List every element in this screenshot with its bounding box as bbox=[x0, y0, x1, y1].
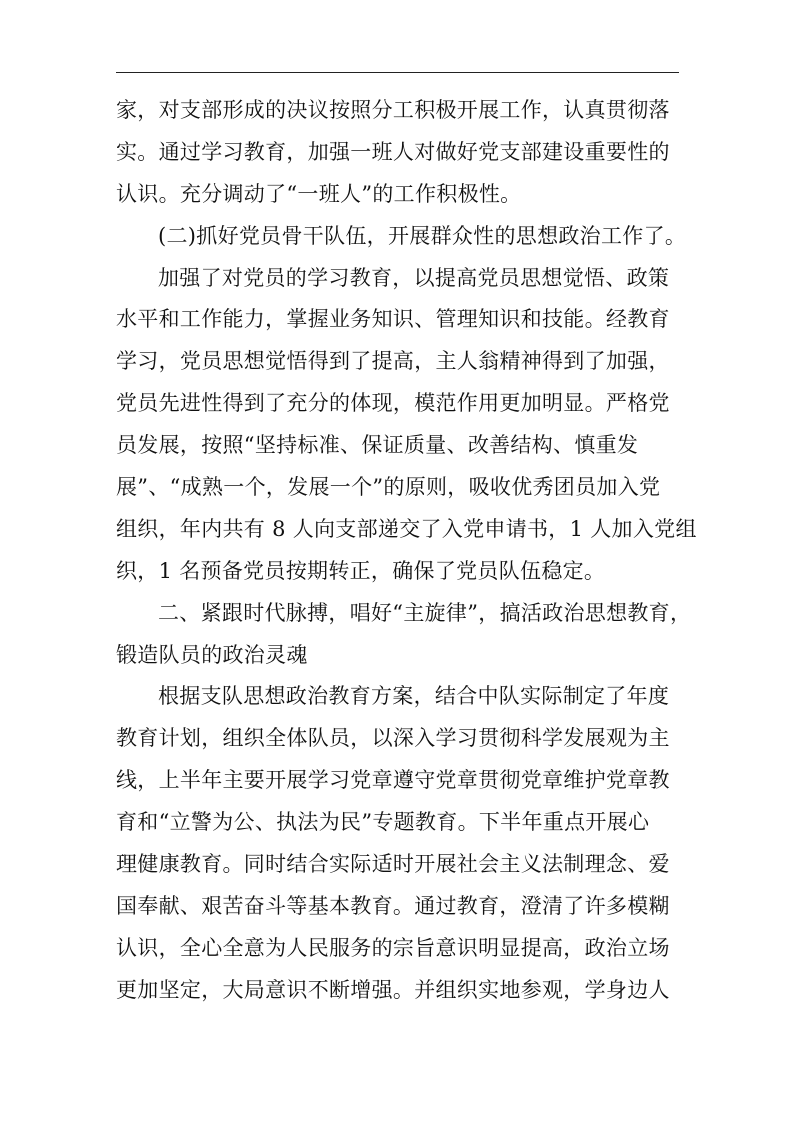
text-line-11: 组织，年内共有 8 人向支部递交了入党申请书，1 人加入党组 bbox=[116, 516, 697, 541]
text-line-17: 线，上半年主要开展学习党章遵守党章贯彻党章维护党章教 bbox=[116, 768, 670, 793]
text-line-21: 认识，全心全意为人民服务的宗旨意识明显提高，政治立场 bbox=[116, 935, 670, 960]
text-line-6: 水平和工作能力，掌握业务知识、管理知识和技能。经教育 bbox=[116, 307, 670, 332]
text-line-7: 学习，党员思想觉悟得到了提高，主人翁精神得到了加强， bbox=[116, 349, 670, 374]
text-line-9: 员发展，按照“坚持标准、保证质量、改善结构、慎重发 bbox=[116, 433, 639, 458]
paragraph-start: 根据支队思想政治教育方案，结合中队实际制定了年度 bbox=[158, 684, 670, 709]
section-heading-2: (二)抓好党员骨干队伍，开展群众性的思想政治工作了。 bbox=[158, 223, 687, 248]
header-rule bbox=[116, 72, 679, 73]
text-line-20: 国奉献、艰苦奋斗等基本教育。通过教育，澄清了许多模糊 bbox=[116, 893, 670, 918]
text-line-22: 更加坚定，大局意识不断增强。并组织实地参观，学身边人 bbox=[116, 977, 670, 1002]
text-line-19: 理健康教育。同时结合实际适时开展社会主义法制理念、爱 bbox=[116, 852, 670, 877]
text-line-12: 织，1 名预备党员按期转正，确保了党员队伍稳定。 bbox=[116, 558, 606, 583]
text-line-8: 党员先进性得到了充分的体现，模范作用更加明显。严格党 bbox=[116, 391, 670, 416]
text-line-10: 展”、“成熟一个，发展一个”的原则，吸收优秀团员加入党 bbox=[116, 475, 661, 500]
document-body bbox=[116, 90, 716, 1012]
paragraph-start: 加强了对党员的学习教育，以提高党员思想觉悟、政策 bbox=[158, 265, 670, 290]
text-line-18: 育和“立警为公、执法为民”专题教育。下半年重点开展心 bbox=[116, 810, 650, 835]
text-line-2: 实。通过学习教育，加强一班人对做好党支部建设重要性的 bbox=[116, 139, 670, 164]
text-line-3: 认识。充分调动了“一班人”的工作积极性。 bbox=[116, 181, 522, 206]
text-line-1: 家，对支部形成的决议按照分工积极开展工作，认真贯彻落 bbox=[116, 98, 670, 122]
section-heading-main-cont: 锻造队员的政治灵魂 bbox=[116, 642, 308, 667]
section-heading-main: 二、紧跟时代脉搏，唱好“主旋律”，搞活政治思想教育， bbox=[158, 600, 692, 625]
text-line-16: 教育计划，组织全体队员，以深入学习贯彻科学发展观为主 bbox=[116, 726, 670, 751]
